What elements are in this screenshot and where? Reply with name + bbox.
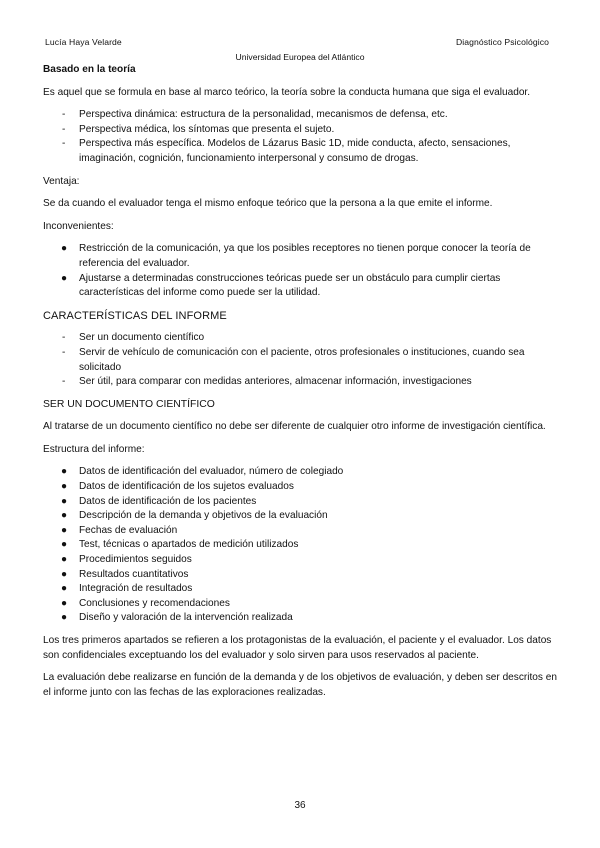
theory-intro: Es aquel que se formula en base al marco teórico, la teoría sobre la conducta humana que siga el evaluador. — [43, 86, 531, 98]
list-item-text: Integración de resultados — [79, 583, 193, 595]
bullet-icon: ● — [61, 243, 68, 255]
list-item-text: Datos de identificación de los sujetos evaluados — [79, 481, 294, 493]
characteristics-list — [43, 331, 557, 389]
list-item-text: Ser útil, para comparar con medidas anteriores, almacenar información, investigaciones — [79, 376, 472, 388]
perspectives-list — [43, 108, 557, 166]
list-item-text: Perspectiva médica, los síntomas que presenta el sujeto. — [79, 123, 335, 135]
list-item-text: Diseño y valoración de la intervención realizada — [79, 612, 293, 624]
list-item-text: Conclusiones y recomendaciones — [79, 597, 230, 609]
bullet-icon: ● — [61, 466, 68, 478]
structure-list — [43, 465, 557, 626]
structure-label: Estructura del informe: — [43, 443, 145, 455]
scientific-intro: Al tratarse de un documento científico no debe ser diferente de cualquier otro informe de investigación científica. — [43, 421, 546, 433]
list-item — [43, 465, 557, 480]
list-item — [43, 346, 557, 375]
list-item — [43, 242, 557, 271]
list-item-text: Restricción de la comunicación, ya que los posibles receptores no tienen porque conocer la teoría de referencia del evaluador. — [79, 243, 531, 269]
page-number: 36 — [294, 800, 306, 811]
list-item — [43, 568, 557, 583]
list-item-text: Ajustarse a determinadas construcciones teóricas puede ser un obstáculo para cumplir ciertas características del informe como puede ser la utilidad. — [79, 272, 501, 299]
list-item — [43, 123, 557, 138]
list-item — [43, 331, 557, 346]
scientific-paragraph-1: Los tres primeros apartados se refieren a los protagonistas de la evaluación, el paciente y el evaluador. Los datos son confidenciales exceptuando los del evaluador y solo sirven para usos reservados al paciente. — [43, 635, 552, 661]
list-item — [43, 582, 557, 597]
bullet-icon: ● — [61, 612, 68, 624]
list-item — [43, 108, 557, 123]
bullet-icon: ● — [61, 597, 68, 609]
bullet-icon: ● — [61, 539, 68, 551]
list-item — [43, 553, 557, 568]
list-item-text: Perspectiva dinámica: estructura de la personalidad, mecanismos de defensa, etc. — [79, 109, 448, 121]
list-item-text: Perspectiva más específica. Modelos de Lázarus Basic 1D, mide conducta, afecto, sensaciones, imaginación, cognición, funcionamiento interpersonal y consumo de drogas. — [79, 138, 511, 164]
bullet-icon: ● — [61, 495, 68, 507]
bullet-icon: ● — [61, 524, 68, 536]
header-subject: Diagnóstico Psicológico — [455, 37, 549, 47]
list-item-text: Procedimientos seguidos — [79, 554, 192, 566]
list-item — [43, 509, 557, 524]
list-item — [43, 538, 557, 553]
scientific-paragraph-2: La evaluación debe realizarse en función de la demanda y de los objetivos de evaluación, y deben ser descritos en el informe junto con las fechas de las exploraciones realizadas. — [43, 672, 557, 698]
dash-marker: - — [62, 332, 66, 344]
bullet-icon: ● — [61, 481, 68, 493]
section-heading-theory: Basado en la teoría — [43, 64, 136, 75]
list-item — [43, 524, 557, 539]
list-item-text: Datos de identificación del evaluador, número de colegiado — [79, 466, 344, 478]
dash-marker: - — [62, 376, 66, 388]
list-item-text: Datos de identificación de los pacientes — [79, 495, 257, 507]
bullet-icon: ● — [61, 272, 68, 284]
list-item-text: Servir de vehículo de comunicación con el paciente, otros profesionales o instituciones, cuando sea solicitado — [79, 346, 525, 373]
advantage-label: Ventaja: — [43, 175, 80, 187]
dash-marker: - — [62, 109, 66, 121]
dash-marker: - — [62, 346, 66, 358]
bullet-icon: ● — [61, 510, 68, 522]
document-body — [43, 63, 557, 708]
bullet-icon: ● — [61, 554, 68, 566]
section-heading-characteristics: CARACTERÍSTICAS DEL INFORME — [43, 309, 227, 322]
drawbacks-label: Inconvenientes: — [43, 220, 114, 232]
list-item — [43, 597, 557, 612]
list-item-text: Fechas de evaluación — [79, 524, 178, 536]
list-item — [43, 272, 557, 301]
dash-marker: - — [62, 138, 66, 150]
dash-marker: - — [62, 123, 66, 135]
section-heading-scientific: SER UN DOCUMENTO CIENTÍFICO — [43, 398, 215, 410]
advantage-text: Se da cuando el evaluador tenga el mismo enfoque teórico que la persona a la que emite el informe. — [43, 198, 493, 210]
list-item — [43, 137, 557, 166]
list-item — [43, 375, 557, 390]
bullet-icon: ● — [61, 568, 68, 580]
header-university: Universidad Europea del Atlántico — [235, 52, 365, 62]
list-item — [43, 611, 557, 626]
bullet-icon: ● — [61, 583, 68, 595]
header-author: Lucía Haya Velarde — [45, 37, 122, 47]
list-item-text: Descripción de la demanda y objetivos de la evaluación — [79, 510, 328, 522]
drawbacks-list — [43, 242, 557, 300]
list-item — [43, 495, 557, 510]
list-item-text: Resultados cuantitativos — [79, 568, 189, 580]
list-item-text: Ser un documento científico — [79, 332, 205, 344]
list-item — [43, 480, 557, 495]
list-item-text: Test, técnicas o apartados de medición utilizados — [79, 539, 299, 551]
